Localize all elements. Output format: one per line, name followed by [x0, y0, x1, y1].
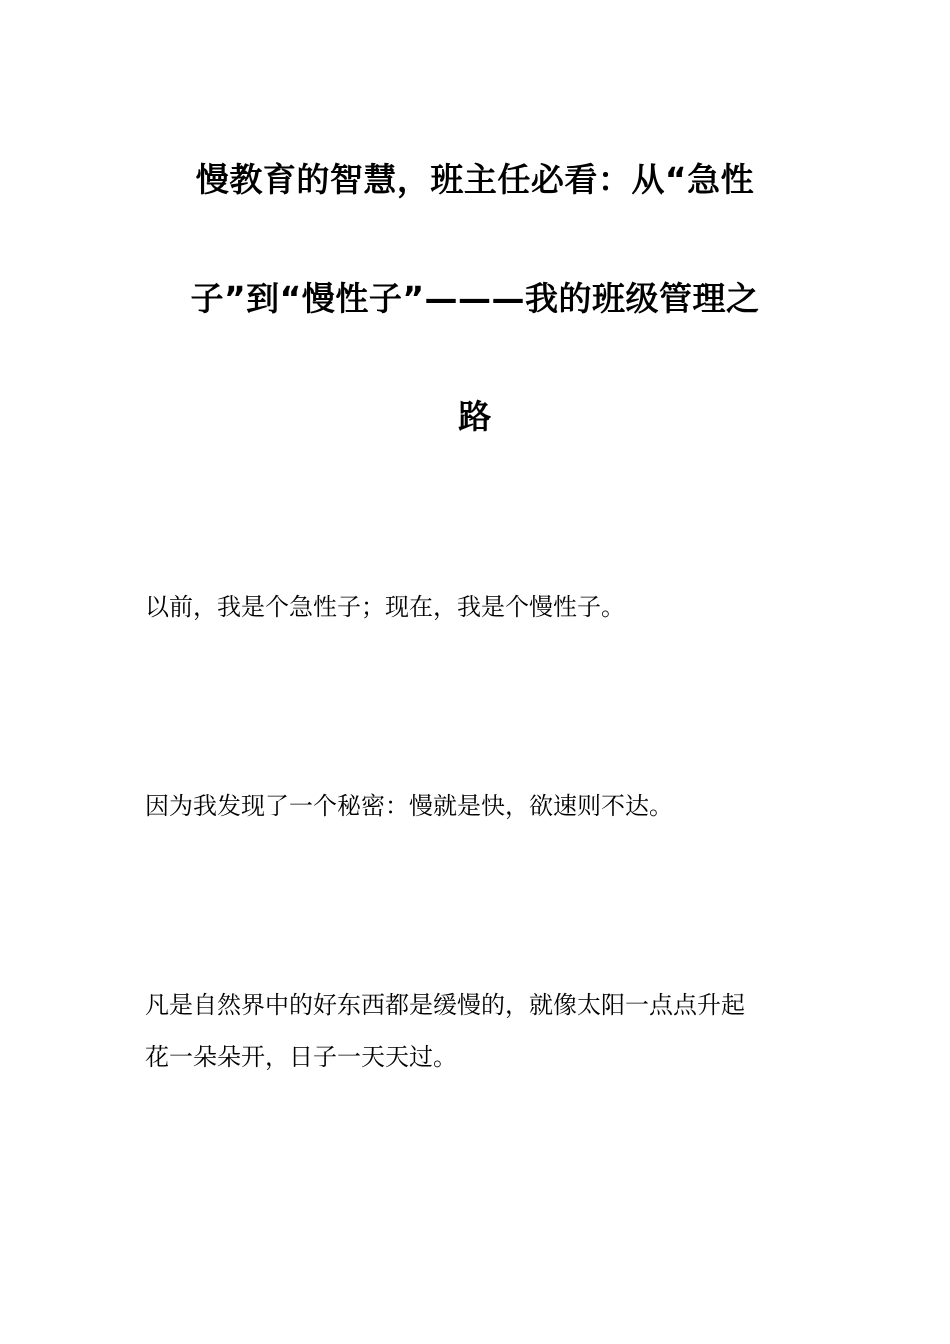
document-title-line-2: 子”到“慢性子”———我的班级管理之 — [190, 279, 760, 318]
document-title-line-3: 路 — [458, 397, 492, 436]
paragraph-2: 因为我发现了一个秘密：慢就是快，欲速则不达。 — [145, 792, 673, 820]
paragraph-3-line-1: 凡是自然界中的好东西都是缓慢的，就像太阳一点点升起 — [145, 991, 745, 1019]
paragraph-1: 以前，我是个急性子；现在，我是个慢性子。 — [145, 593, 625, 621]
paragraph-3-line-2: 花一朵朵开，日子一天天过。 — [145, 1043, 457, 1071]
document-title-line-1: 慢教育的智慧，班主任必看：从“急性 — [195, 160, 755, 199]
